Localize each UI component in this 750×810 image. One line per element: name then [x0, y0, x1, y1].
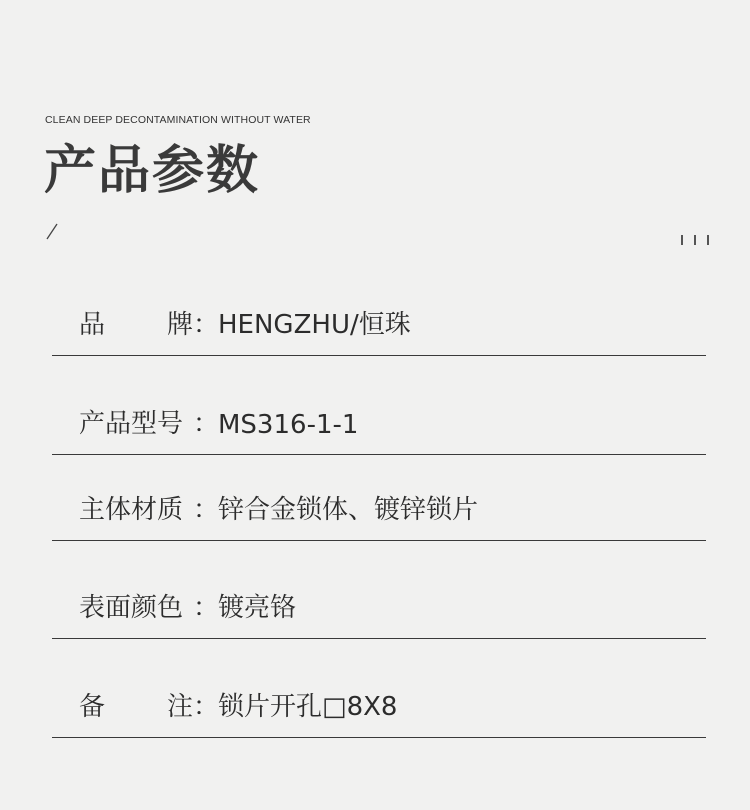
spec-value: 锁片开孔□8X8	[218, 692, 398, 722]
spec-colon: ：	[193, 692, 220, 722]
spec-label: 主体材质	[79, 495, 184, 525]
spec-label: 产品型号	[79, 409, 184, 439]
spec-colon: ：	[193, 310, 220, 340]
page-title: 产品参数	[44, 141, 261, 201]
spec-label: 表面颜色	[79, 593, 184, 623]
spec-row-material	[52, 454, 706, 541]
spec-row-brand	[52, 300, 706, 356]
spec-label: 备 注	[79, 692, 193, 722]
bars-decoration	[681, 235, 711, 245]
slash-decoration	[45, 222, 59, 240]
page-subtitle: CLEAN DEEP DECONTAMINATION WITHOUT WATER	[45, 114, 311, 126]
spec-row-model	[52, 355, 706, 455]
spec-row-notes	[52, 638, 706, 738]
spec-value: 镀亮铬	[218, 593, 297, 623]
spec-colon: ：	[193, 409, 220, 439]
spec-label: 品 牌	[79, 310, 193, 340]
spec-colon: ：	[193, 593, 220, 623]
spec-colon: ：	[193, 495, 220, 525]
spec-row-color	[52, 540, 706, 639]
spec-value: 锌合金锁体、镀锌锁片	[218, 495, 479, 525]
spec-value: MS316-1-1	[218, 410, 359, 440]
spec-value: HENGZHU/恒珠	[218, 310, 411, 340]
